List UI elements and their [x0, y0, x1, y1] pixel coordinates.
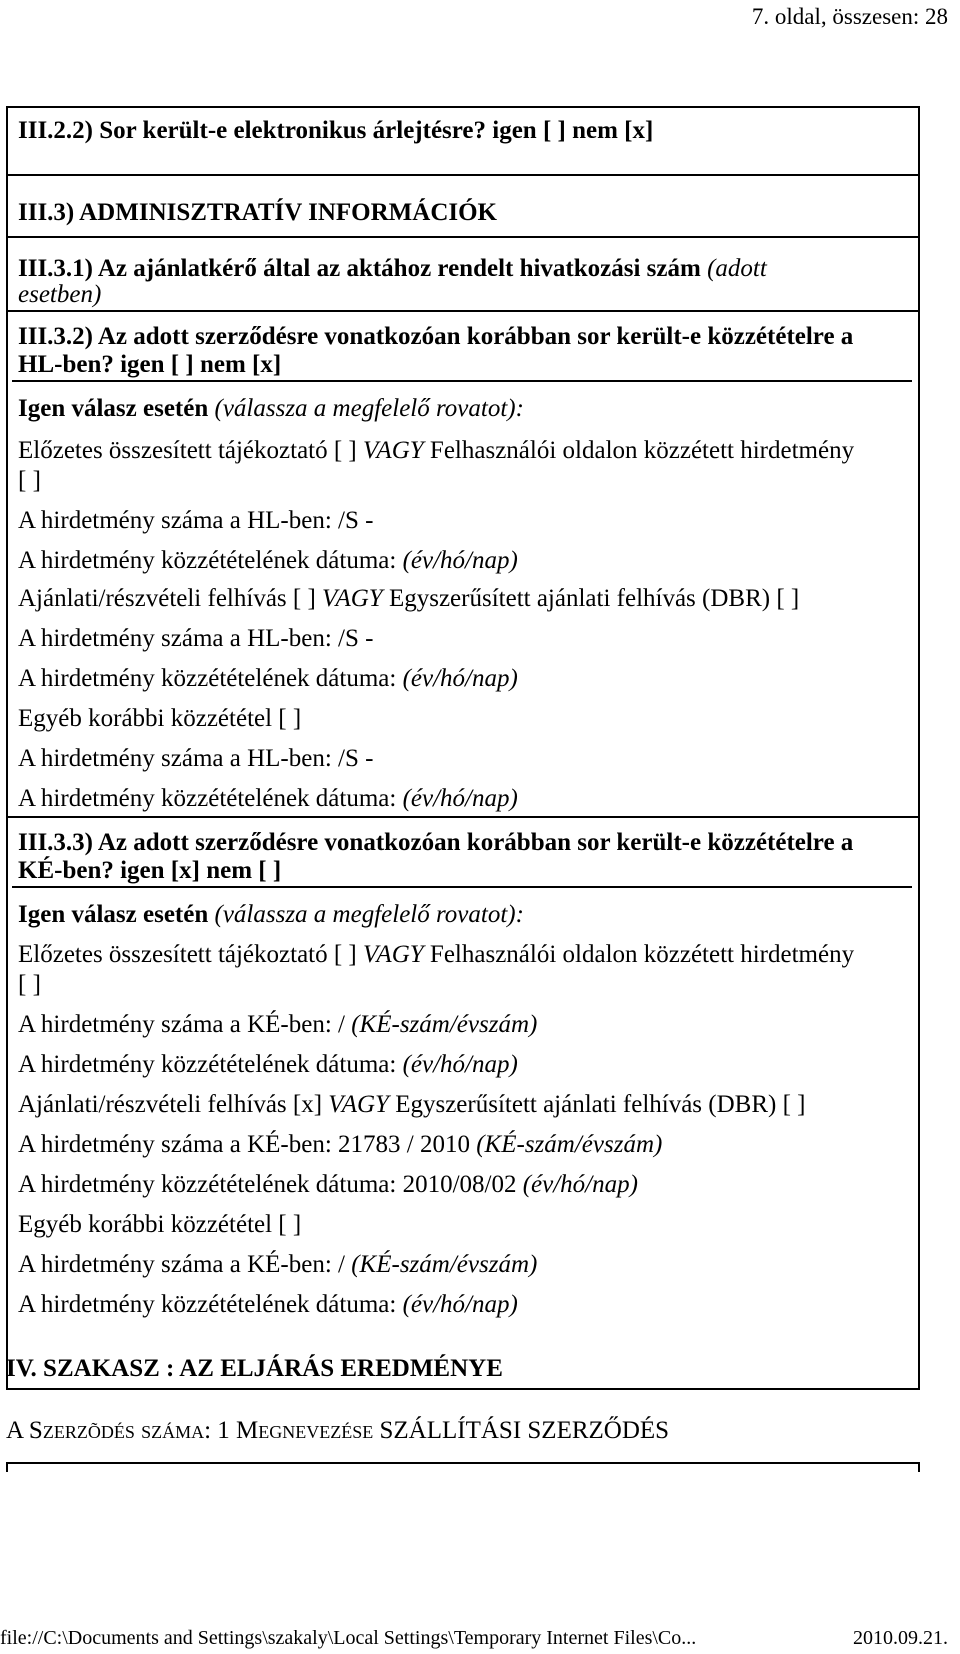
ke-date-2: [18, 1170, 638, 1200]
hl-date-1-label: A hirdetmény közzétételének dátuma:: [18, 547, 397, 574]
section-iii-3-1-note: (adott: [707, 255, 767, 282]
hl-date-2: [18, 664, 518, 694]
ke-number-2-format: (KÉ-szám/évszám): [476, 1131, 663, 1158]
ke-date-3-format: (év/hó/nap): [402, 1291, 518, 1318]
section-iii-3-1: [18, 254, 767, 284]
ke-date-3-label: A hirdetmény közzétételének dátuma:: [18, 1291, 397, 1318]
ke-number-1-format: (KÉ-szám/évszám): [351, 1011, 538, 1038]
ke-number-3: [18, 1250, 537, 1280]
section-iii-3-1-note-cont: esetben): [18, 281, 102, 308]
ke-date-1: [18, 1050, 518, 1080]
hl-prior-info-a: Előzetes összesített tájékoztató [ ]: [18, 437, 357, 464]
hl-other: Egyéb korábbi közzététel [ ]: [18, 705, 302, 732]
subsection-divider: [12, 380, 912, 382]
contract-name-label: Megnevezése: [236, 1417, 374, 1444]
ke-yes-instruction: [18, 900, 524, 930]
page-counter: 7. oldal, összesen: 28: [751, 4, 948, 29]
hl-prior-bracket: [ ]: [18, 467, 41, 494]
hl-call: [18, 584, 799, 614]
ke-call-a: Ajánlati/részvételi felhívás [x]: [18, 1091, 323, 1118]
next-frame-left-tick: [6, 1462, 8, 1472]
section-iv-title: IV. SZAKASZ : AZ ELJÁRÁS EREDMÉNYE: [6, 1355, 503, 1382]
ke-prior-bracket: [ ]: [18, 971, 41, 998]
ke-date-3: [18, 1290, 518, 1320]
contract-label: A Szerzõdés száma:: [6, 1417, 212, 1444]
ke-date-1-format: (év/hó/nap): [402, 1051, 518, 1078]
hl-date-2-format: (év/hó/nap): [402, 665, 518, 692]
ke-date-2-label: A hirdetmény közzétételének dátuma: 2010/08/02: [18, 1171, 517, 1198]
divider: [6, 816, 920, 818]
section-iii-3-2-line1: III.3.2) Az adott szerződésre vonatkozóan korábban sor került-e közzétételre a: [18, 323, 854, 350]
contract-name-value: SZÁLLÍTÁSI SZERZŐDÉS: [379, 1417, 670, 1444]
next-frame-right-tick: [918, 1462, 920, 1472]
ke-call-b: Egyszerűsített ajánlati felhívás (DBR) [ ]: [395, 1091, 806, 1118]
ke-prior-vagy: VAGY: [363, 941, 424, 968]
hl-number-1: A hirdetmény száma a HL-ben: /S -: [18, 507, 374, 534]
hl-date-1-format: (év/hó/nap): [402, 547, 518, 574]
hl-number-2: A hirdetmény száma a HL-ben: /S -: [18, 625, 374, 652]
section-iii-3-2-line2: HL-ben? igen [ ] nem [x]: [18, 351, 282, 378]
hl-call-a: Ajánlati/részvételi felhívás [ ]: [18, 585, 316, 612]
ke-date-1-label: A hirdetmény közzétételének dátuma:: [18, 1051, 397, 1078]
footer-path: file://C:\Documents and Settings\szakaly\Local Settings\Temporary Internet Files\Co...: [0, 1627, 697, 1649]
ke-yes-note: (válassza a megfelelő rovatot):: [214, 901, 524, 928]
hl-yes-instruction: [18, 394, 524, 424]
hl-yes-label: Igen válasz esetén: [18, 395, 209, 422]
ke-number-1: [18, 1010, 537, 1040]
contract-line: [6, 1416, 669, 1446]
hl-prior-info-b: Felhasználói oldalon közzétett hirdetmény: [429, 437, 855, 464]
ke-call: [18, 1090, 806, 1120]
divider: [6, 310, 920, 312]
hl-yes-note: (válassza a megfelelő rovatot):: [214, 395, 524, 422]
hl-date-3-format: (év/hó/nap): [402, 785, 518, 812]
section-iii-3-3-line1: III.3.3) Az adott szerződésre vonatkozóan korábban sor került-e közzétételre a: [18, 829, 854, 856]
footer-date: 2010.09.21.: [853, 1627, 948, 1649]
subsection-divider: [12, 886, 912, 888]
divider: [6, 236, 920, 238]
divider: [6, 174, 920, 176]
hl-call-b: Egyszerűsített ajánlati felhívás (DBR) [ ]: [388, 585, 800, 612]
hl-number-3: A hirdetmény száma a HL-ben: /S -: [18, 745, 374, 772]
hl-date-1: [18, 546, 518, 576]
ke-date-2-format: (év/hó/nap): [522, 1171, 638, 1198]
section-iii-3-3-line2: KÉ-ben? igen [x] nem [ ]: [18, 857, 282, 884]
ke-number-1-label: A hirdetmény száma a KÉ-ben: /: [18, 1011, 345, 1038]
ke-prior-info: [18, 940, 854, 970]
ke-prior-info-b: Felhasználói oldalon közzétett hirdetmény: [429, 941, 855, 968]
ke-number-2: [18, 1130, 662, 1160]
hl-prior-info: [18, 436, 854, 466]
next-frame-top: [6, 1462, 920, 1464]
ke-number-2-label: A hirdetmény száma a KÉ-ben: 21783 / 2010: [18, 1131, 470, 1158]
hl-date-3: [18, 784, 518, 814]
contract-number: 1: [217, 1417, 230, 1444]
ke-number-3-format: (KÉ-szám/évszám): [351, 1251, 538, 1278]
ke-other: Egyéb korábbi közzététel [ ]: [18, 1211, 302, 1238]
section-iii-3: III.3) ADMINISZTRATÍV INFORMÁCIÓK: [18, 199, 497, 226]
ke-call-vagy: VAGY: [328, 1091, 389, 1118]
hl-date-2-label: A hirdetmény közzétételének dátuma:: [18, 665, 397, 692]
ke-yes-label: Igen válasz esetén: [18, 901, 209, 928]
section-iii-2-2: III.2.2) Sor került-e elektronikus árlejtésre? igen [ ] nem [x]: [18, 117, 654, 144]
hl-date-3-label: A hirdetmény közzétételének dátuma:: [18, 785, 397, 812]
section-iii-3-1-text: III.3.1) Az ajánlatkérő által az aktához rendelt hivatkozási szám: [18, 255, 701, 282]
hl-prior-vagy: VAGY: [363, 437, 424, 464]
hl-call-vagy: VAGY: [322, 585, 383, 612]
ke-number-3-label: A hirdetmény száma a KÉ-ben: /: [18, 1251, 345, 1278]
ke-prior-info-a: Előzetes összesített tájékoztató [ ]: [18, 941, 357, 968]
